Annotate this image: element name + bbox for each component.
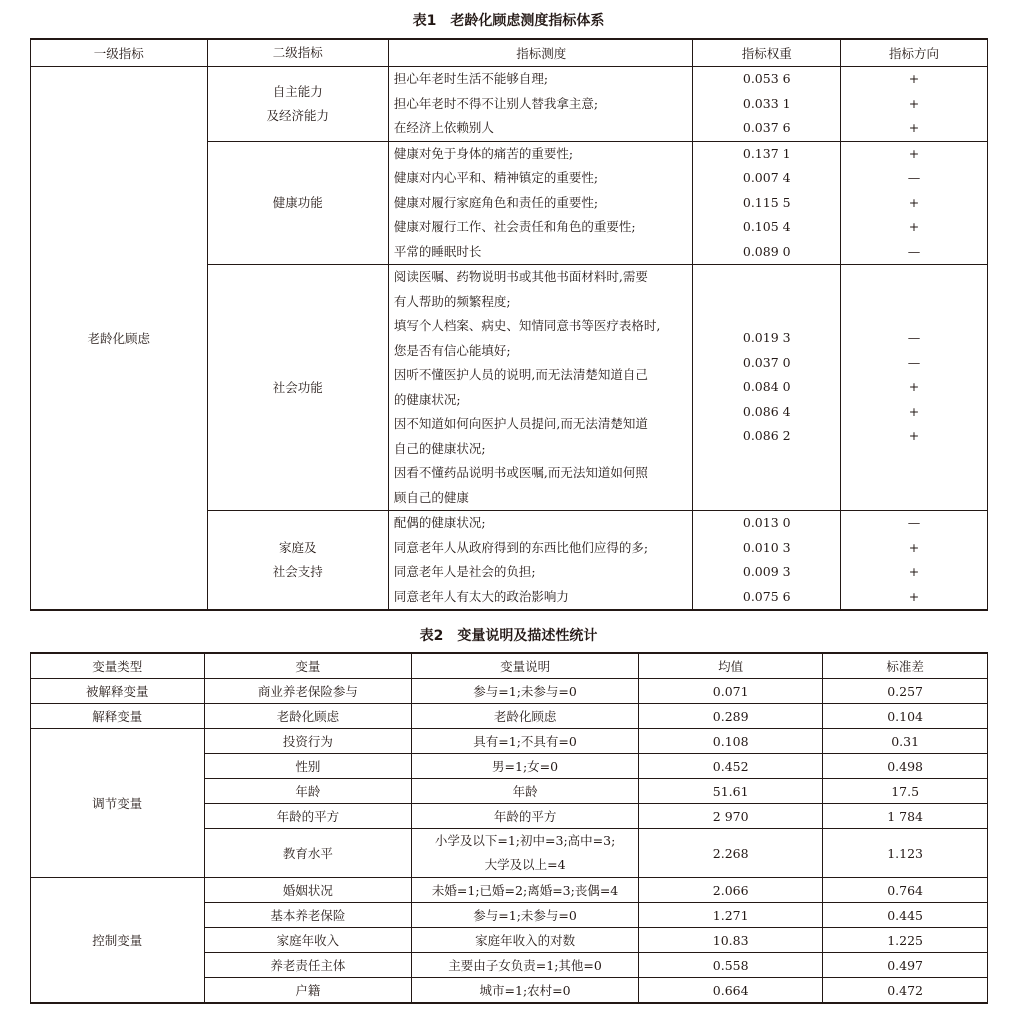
weight-cell — [693, 141, 841, 265]
sd-cell: 1.225 — [823, 928, 988, 953]
description-cell: 城市=1;农村=0 — [412, 978, 639, 1004]
sd-cell: 0.104 — [823, 704, 988, 729]
weight-value: 0.086 2 — [742, 428, 791, 444]
description-cell: 主要由子女负责=1;其他=0 — [412, 953, 639, 978]
direction-value: + — [908, 588, 920, 604]
header-sd: 标准差 — [823, 653, 988, 679]
variable-cell: 家庭年收入 — [204, 928, 411, 953]
header-direction: 指标方向 — [841, 39, 988, 67]
variable-cell: 年龄的平方 — [204, 804, 411, 829]
var-type-cell: 控制变量 — [31, 878, 205, 1004]
header-variable: 变量 — [204, 653, 411, 679]
direction-cell — [841, 265, 988, 511]
table-row — [31, 704, 988, 729]
measure-line: 您是否有信心能填好; — [393, 342, 511, 358]
direction-value: + — [908, 95, 920, 111]
header-var-type: 变量类型 — [31, 653, 205, 679]
weight-value: 0.086 4 — [742, 403, 791, 419]
direction-cell — [841, 141, 988, 265]
mean-cell: 0.108 — [639, 729, 823, 754]
measure-cell — [388, 141, 693, 265]
table1-group-row — [31, 67, 988, 142]
direction-value: + — [908, 428, 920, 444]
description-cell: 家庭年收入的对数 — [412, 928, 639, 953]
direction-value: — — [907, 170, 921, 185]
sd-cell: 1.123 — [823, 829, 988, 878]
direction-value: + — [908, 564, 920, 579]
mean-cell: 0.452 — [639, 754, 823, 779]
sd-cell: 0.472 — [823, 978, 988, 1004]
variable-cell: 婚姻状况 — [204, 878, 411, 903]
var-type-cell: 调节变量 — [31, 729, 205, 878]
sd-cell: 0.498 — [823, 754, 988, 779]
measure-line: 担心年老时不得不让别人替我拿主意; — [393, 95, 599, 111]
variable-cell: 年龄 — [204, 779, 411, 804]
description-cell — [412, 829, 639, 878]
measure-line: 因看不懂药品说明书或医嘱,而无法知道如何照 — [393, 465, 648, 480]
sd-cell: 0.764 — [823, 878, 988, 903]
measure-line: 健康对履行工作、社会责任和角色的重要性; — [393, 219, 636, 234]
sd-cell: 0.257 — [823, 679, 988, 704]
measure-line: 同意老年人有太大的政治影响力 — [393, 588, 569, 604]
level2-cell — [207, 265, 388, 511]
mean-cell: 0.558 — [639, 953, 823, 978]
level2-label-line: 家庭及 — [278, 540, 317, 555]
direction-value: — — [907, 330, 921, 346]
mean-cell: 10.83 — [639, 928, 823, 953]
level2-label-line: 健康功能 — [272, 194, 323, 210]
measure-line: 自己的健康状况; — [393, 440, 486, 456]
description-cell: 参与=1;未参与=0 — [412, 679, 639, 704]
level1-cell: 老龄化顾虑 — [31, 67, 208, 611]
measure-line: 因听不懂医护人员的说明,而无法清楚知道自己 — [393, 367, 648, 382]
description-cell: 老龄化顾虑 — [412, 704, 639, 729]
direction-cell — [841, 67, 988, 142]
weight-value: 0.013 0 — [742, 515, 791, 530]
direction-value: + — [908, 145, 920, 161]
level2-label-line: 自主能力 — [272, 83, 323, 99]
sd-cell: 17.5 — [823, 779, 988, 804]
level2-label-line: 及经济能力 — [266, 107, 329, 123]
measure-line: 在经济上依赖别人 — [393, 120, 494, 135]
measure-line: 配偶的健康状况; — [393, 515, 486, 530]
table1-caption: 表1 老龄化顾虑测度指标体系 — [412, 13, 605, 29]
weight-cell — [693, 511, 841, 611]
var-type-cell: 解释变量 — [31, 704, 205, 729]
level2-cell — [207, 511, 388, 611]
header-level2: 二级指标 — [207, 39, 388, 67]
description-cell: 年龄 — [412, 779, 639, 804]
description-cell: 男=1;女=0 — [412, 754, 639, 779]
weight-cell — [693, 265, 841, 511]
level2-cell — [207, 141, 388, 265]
measure-line: 的健康状况; — [393, 391, 461, 407]
mean-cell: 51.61 — [639, 779, 823, 804]
variable-cell: 教育水平 — [204, 829, 411, 878]
measure-line: 健康对履行家庭角色和责任的重要性; — [393, 194, 599, 210]
weight-value: 0.115 5 — [742, 194, 791, 210]
measure-line: 顾自己的健康 — [393, 489, 469, 505]
level2-label-line: 社会支持 — [272, 564, 323, 579]
header-weight: 指标权重 — [693, 39, 841, 67]
direction-value: — — [907, 243, 921, 259]
weight-value: 0.105 4 — [742, 219, 791, 234]
variable-cell: 老龄化顾虑 — [204, 704, 411, 729]
direction-value: + — [908, 379, 920, 395]
measure-line: 健康对内心平和、精神镇定的重要性; — [393, 170, 599, 185]
description-cell: 参与=1;未参与=0 — [412, 903, 639, 928]
header-description: 变量说明 — [412, 653, 639, 679]
weight-value: 0.084 0 — [742, 379, 791, 395]
table-row — [31, 679, 988, 704]
measure-line: 填写个人档案、病史、知情同意书等医疗表格时, — [393, 318, 661, 333]
direction-value: — — [907, 515, 921, 530]
direction-value: — — [907, 354, 921, 370]
table1-indicator-system — [30, 38, 988, 611]
mean-cell: 1.271 — [639, 903, 823, 928]
weight-value: 0.010 3 — [742, 539, 791, 555]
table2-caption: 表2 变量说明及描述性统计 — [419, 628, 598, 644]
variable-cell: 商业养老保险参与 — [204, 679, 411, 704]
description-cell: 未婚=1;已婚=2;离婚=3;丧偶=4 — [412, 878, 639, 903]
sd-cell: 0.445 — [823, 903, 988, 928]
mean-cell: 2.066 — [639, 878, 823, 903]
level2-cell — [207, 67, 388, 142]
measure-line: 因不知道如何向医护人员提问,而无法清楚知道 — [393, 416, 648, 431]
sd-cell: 0.497 — [823, 953, 988, 978]
weight-cell — [693, 67, 841, 142]
direction-value: + — [908, 194, 920, 210]
measure-line: 阅读医嘱、药物说明书或其他书面材料时,需要 — [393, 269, 648, 284]
mean-cell: 0.664 — [639, 978, 823, 1004]
header-mean: 均值 — [639, 653, 823, 679]
measure-line: 健康对免于身体的痛苦的重要性; — [393, 145, 574, 161]
header-measure: 指标测度 — [388, 39, 693, 67]
weight-value: 0.037 0 — [742, 354, 791, 370]
weight-value: 0.089 0 — [742, 243, 791, 259]
mean-cell: 2.268 — [639, 829, 823, 878]
measure-line: 有人帮助的频繁程度; — [393, 293, 511, 309]
table-row — [31, 729, 988, 754]
description-cell: 具有=1;不具有=0 — [412, 729, 639, 754]
table-row — [31, 878, 988, 903]
description-line: 大学及以上=4 — [484, 857, 566, 872]
weight-value: 0.137 1 — [742, 145, 791, 161]
direction-cell — [841, 511, 988, 611]
weight-value: 0.009 3 — [742, 564, 791, 579]
sd-cell: 0.31 — [823, 729, 988, 754]
variable-cell: 投资行为 — [204, 729, 411, 754]
description-cell: 年龄的平方 — [412, 804, 639, 829]
variable-cell: 性别 — [204, 754, 411, 779]
variable-cell: 户籍 — [204, 978, 411, 1004]
var-type-cell: 被解释变量 — [31, 679, 205, 704]
table1-header-row — [31, 39, 988, 67]
mean-cell: 0.071 — [639, 679, 823, 704]
sd-cell: 1 784 — [823, 804, 988, 829]
weight-value: 0.075 6 — [742, 588, 791, 604]
table2-header-row — [31, 653, 988, 679]
variable-cell: 基本养老保险 — [204, 903, 411, 928]
measure-cell — [388, 67, 693, 142]
weight-value: 0.037 6 — [742, 120, 791, 135]
mean-cell: 2 970 — [639, 804, 823, 829]
direction-value: + — [908, 71, 920, 86]
table2-variable-stats — [30, 652, 988, 1004]
direction-value: + — [908, 539, 920, 555]
variable-cell: 养老责任主体 — [204, 953, 411, 978]
measure-cell — [388, 511, 693, 611]
direction-value: + — [908, 120, 920, 135]
direction-value: + — [908, 219, 920, 234]
weight-value: 0.007 4 — [742, 170, 791, 185]
weight-value: 0.019 3 — [742, 330, 791, 346]
measure-line: 担心年老时生活不能够自理; — [393, 71, 549, 86]
description-line: 小学及以下=1;初中=3;高中=3; — [434, 833, 616, 848]
level2-label-line: 社会功能 — [272, 379, 323, 395]
header-level1: 一级指标 — [31, 39, 208, 67]
weight-value: 0.053 6 — [742, 71, 791, 86]
measure-cell — [388, 265, 693, 511]
mean-cell: 0.289 — [639, 704, 823, 729]
measure-line: 平常的睡眠时长 — [393, 243, 482, 259]
direction-value: + — [908, 403, 920, 419]
measure-line: 同意老年人是社会的负担; — [393, 564, 536, 579]
weight-value: 0.033 1 — [742, 95, 791, 111]
measure-line: 同意老年人从政府得到的东西比他们应得的多; — [393, 539, 649, 555]
